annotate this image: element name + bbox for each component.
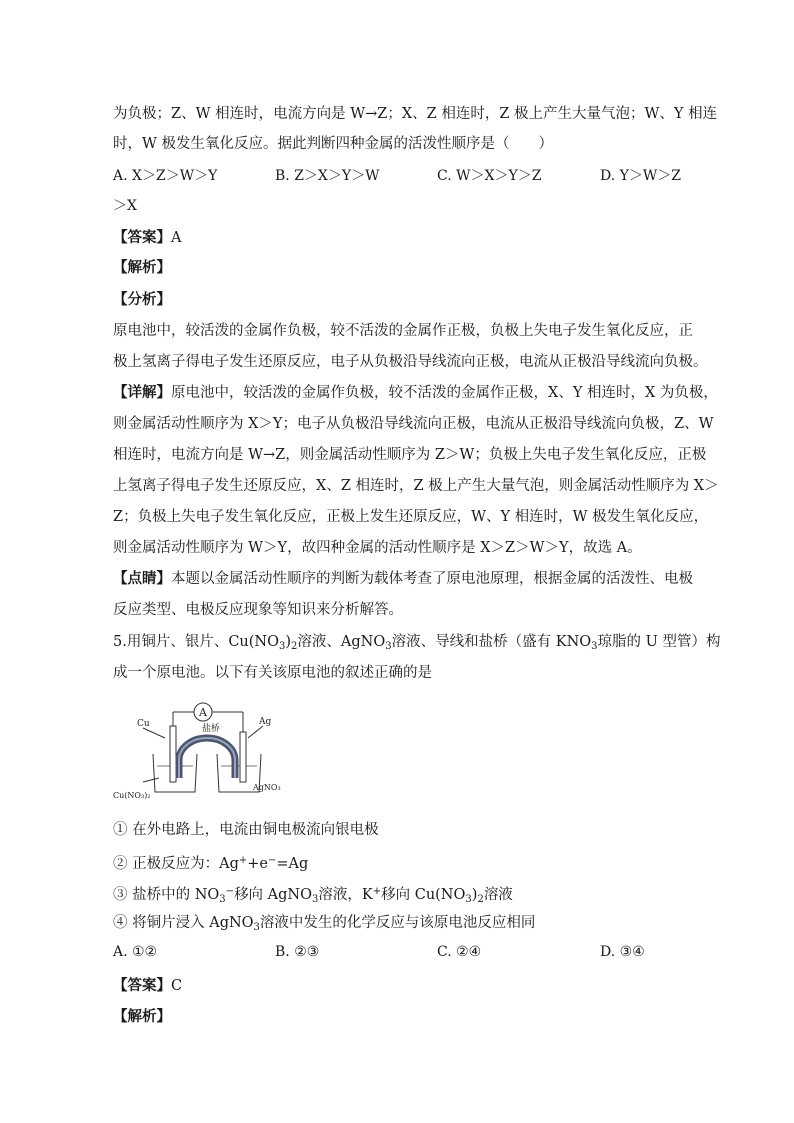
ag-solution-label: AgNO₃	[253, 783, 281, 792]
statement-2-seg: +e	[247, 856, 268, 872]
q5-statement-3	[113, 882, 693, 910]
subscript: 3	[385, 641, 392, 652]
q5-stem-seg-d: 溶液、导线和盐桥（盛有 KNO	[391, 634, 592, 650]
q5-statement-1: ① 在外电路上，电流由铜电极流向银电极	[113, 822, 379, 838]
q5-option-a[interactable]: A. ①②	[113, 944, 158, 960]
fenxi-line-2: 极上氢离子得电子发生还原反应，电子从负极沿导线流向正极，电流从正极沿导线流向负极。	[113, 354, 708, 370]
detail-line-2: 则金属活动性顺序为 X＞Y；电子从负极沿导线流向正极，电流从正极沿导线流向负极，Z、W	[113, 416, 714, 432]
detail-line-3: 相连时，电流方向是 W→Z，则金属活动性顺序为 Z＞W；负极上失电子发生氧化反应，正极	[113, 447, 707, 463]
copper-electrode	[170, 726, 176, 782]
statement-4-seg: ④ 将铜片浸入 AgNO	[113, 915, 254, 931]
superscript: +	[372, 886, 382, 897]
q5-stem-seg-b: )	[285, 634, 292, 650]
subscript: 3	[465, 894, 472, 905]
detail-line-1	[113, 383, 718, 403]
salt-bridge-label: 盐桥	[201, 724, 221, 734]
q4-option-d[interactable]: D. Y＞W＞Z	[600, 168, 681, 184]
galvanic-cell-diagram	[113, 698, 293, 804]
cu-solution-label: Cu(NO₃)₂	[113, 791, 151, 800]
q5-stem-line-1	[113, 632, 721, 657]
q5-stem-seg-e: 琼脂的 U 型管）构	[597, 634, 721, 650]
fenxi-line-1: 原电池中，较活泼的金属作负极，较不活泼的金属作正极，负极上失电子发生氧化反应，正	[113, 323, 693, 339]
q5-answer-line	[113, 976, 693, 996]
answer-value: A	[171, 230, 182, 246]
q5-stem-seg-c: 溶液、AgNO	[297, 634, 386, 650]
detail-line-6: 则金属活动性顺序为 W＞Y，故四种金属的活动性顺序是 X＞Z＞W＞Y，故选 A。	[113, 540, 642, 556]
answer-tag: 【答案】	[113, 977, 171, 994]
point-line-1	[113, 569, 693, 589]
silver-electrode	[240, 732, 246, 782]
analysis-tag: 【解析】	[113, 259, 171, 276]
statement-3-seg: )	[471, 887, 478, 903]
detail-first-text: 原电池中，较活泼的金属作负极，较不活泼的金属作正极，X、Y 相连时，X 为负极，	[171, 385, 718, 401]
answer-tag: 【答案】	[113, 229, 171, 246]
statement-3-seg: 溶液，K	[318, 887, 373, 903]
q5-statement-2	[113, 851, 693, 874]
subscript: 3	[591, 641, 598, 652]
ammeter-label: A	[199, 706, 207, 719]
q4-option-b[interactable]: B. Z＞X＞Y＞W	[275, 168, 380, 184]
cu-label: Cu	[137, 719, 150, 729]
q5-analysis-tag: 【解析】	[113, 1008, 171, 1025]
detail-line-4: 上氢离子得电子发生还原反应，X、Z 相连时，Z 极上产生大量气泡，则金属活动性顺序为 X＞	[113, 478, 719, 494]
q4-stem-line-1: 为负极；Z、W 相连时，电流方向是 W→Z；X、Z 相连时，Z 极上产生大量气泡；W、Y 相连	[113, 106, 718, 122]
detail-line-5: Z；负极上失电子发生氧化反应，正极上发生还原反应，W、Y 相连时，W 极发生氧化反应，	[113, 509, 709, 525]
q5-option-d[interactable]: D. ③④	[600, 944, 645, 960]
q4-stem-line-2: 时，W 极发生氧化反应。据此判断四种金属的活泼性顺序是（ ）	[113, 136, 554, 152]
left-solution-pointer	[143, 778, 159, 782]
subscript: 3	[253, 922, 260, 933]
q4-options	[113, 165, 693, 185]
superscript: −	[268, 855, 277, 866]
ag-pointer	[248, 726, 263, 738]
point-tag: 【点睛】	[113, 570, 171, 587]
point-first-text: 本题以金属活动性顺序的判断为载体考查了原电池原理，根据金属的活泼性、电极	[171, 571, 693, 587]
q5-statement-4	[113, 913, 693, 938]
statement-2-seg: =Ag	[276, 856, 309, 872]
ag-label: Ag	[259, 717, 272, 727]
subscript: 3	[279, 641, 286, 652]
subscript: 3	[219, 894, 226, 905]
statement-3-seg: 移向 Cu(NO	[381, 887, 466, 903]
q4-option-d-wrap: ＞X	[113, 198, 137, 214]
q5-stem-seg-a: 5.用铜片、银片、Cu(NO	[113, 634, 279, 650]
point-line-2: 反应类型、电极反应现象等知识来分析解答。	[113, 602, 403, 618]
galvanic-cell-figure	[113, 698, 293, 804]
q4-answer-line	[113, 228, 693, 248]
subscript: 3	[312, 894, 319, 905]
statement-3-seg: 溶液	[483, 887, 513, 903]
superscript: −	[225, 886, 235, 897]
cu-pointer	[143, 728, 165, 738]
statement-4-seg: 溶液中发生的化学反应与该原电池反应相同	[259, 915, 536, 931]
q5-stem-line-2: 成一个原电池。以下有关该原电池的叙述正确的是	[113, 665, 432, 681]
statement-3-seg: 移向 AgNO	[234, 887, 312, 903]
q5-options	[113, 944, 693, 964]
subscript: 2	[291, 641, 298, 652]
salt-bridge-highlight	[179, 738, 235, 778]
q4-option-c[interactable]: C. W＞X＞Y＞Z	[437, 168, 542, 184]
q4-option-a[interactable]: A. X＞Z＞W＞Y	[113, 168, 218, 184]
superscript: +	[238, 855, 248, 866]
q5-option-b[interactable]: B. ②③	[275, 944, 320, 960]
answer-value: C	[171, 978, 183, 994]
subscript: 2	[477, 894, 484, 905]
statement-2-seg: ② 正极反应为：Ag	[113, 856, 239, 872]
q5-option-c[interactable]: C. ②④	[437, 944, 482, 960]
detail-tag: 【详解】	[113, 384, 171, 401]
fenxi-tag: 【分析】	[113, 291, 171, 308]
statement-3-seg: ③ 盐桥中的 NO	[113, 887, 220, 903]
